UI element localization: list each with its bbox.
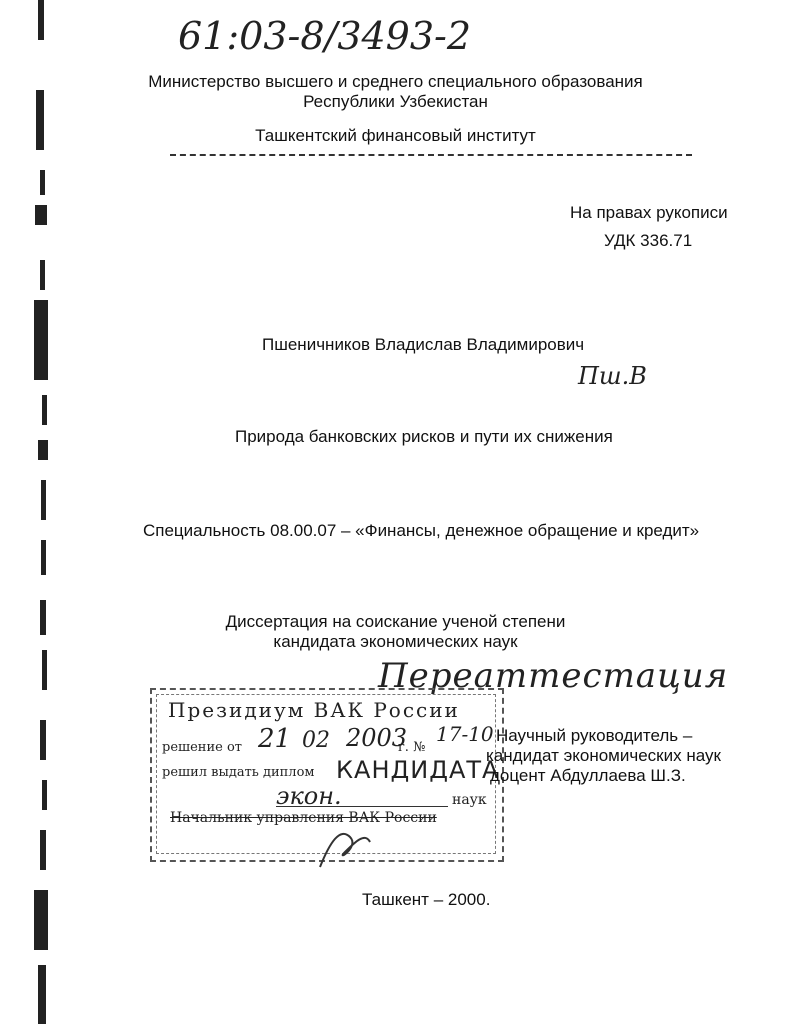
supervisor-line-3: доцент Абдуллаева Ш.З. xyxy=(490,766,686,785)
archive-number: 61:03-8/3493-2 xyxy=(178,14,472,58)
udk-code: УДК 336.71 xyxy=(604,231,693,250)
stamp-decision-day: 21 xyxy=(258,724,292,754)
stamp-field-underline xyxy=(276,806,448,807)
degree-line-1: Диссертация на соискание ученой степени xyxy=(225,612,566,631)
stamp-issue-label: решил выдать диплом xyxy=(162,765,315,780)
stamp-science-label: наук xyxy=(452,792,487,808)
dissertation-title: Природа банковских рисков и пути их снижения xyxy=(235,427,613,446)
handwritten-reattestation-note: Переаттестация xyxy=(378,656,729,696)
manuscript-rights: На правах рукописи xyxy=(570,203,728,222)
ministry-line-2: Республики Узбекистан xyxy=(303,92,488,111)
footer-city-year: Ташкент – 2000. xyxy=(362,890,491,909)
stamp-degree-name: КАНДИДАТА xyxy=(336,756,500,784)
stamp-signature-scribble xyxy=(310,822,380,872)
stamp-decision-label: решение от xyxy=(162,740,242,755)
stamp-line-presidium: Президиум ВАК России xyxy=(168,698,460,722)
institute-name: Ташкентский финансовый институт xyxy=(255,126,536,145)
specialty: Специальность 08.00.07 – «Финансы, денежное обращение и кредит» xyxy=(143,521,700,540)
degree-line-2: кандидата экономических наук xyxy=(273,632,518,651)
author-name: Пшеничников Владислав Владимирович xyxy=(262,335,585,354)
stamp-head-of-department: Начальник управления ВАК России xyxy=(170,810,437,826)
stamp-decision-year: 2003 xyxy=(346,724,408,752)
ministry-line-1: Министерство высшего и среднего специального образования xyxy=(148,72,643,91)
scan-edge-artifact xyxy=(0,0,60,1024)
stamp-field-handwritten: экон. xyxy=(276,782,342,810)
stamp-number-label: г. № xyxy=(398,740,426,755)
supervisor-line-2: кандидат экономических наук xyxy=(486,746,721,765)
divider-line xyxy=(170,154,692,156)
stamp-decision-month: 02 xyxy=(302,728,330,753)
supervisor-line-1: Научный руководитель – xyxy=(496,726,693,745)
author-signature: Пш.В xyxy=(578,362,647,390)
stamp-decision-number: 17-10 xyxy=(436,722,494,746)
